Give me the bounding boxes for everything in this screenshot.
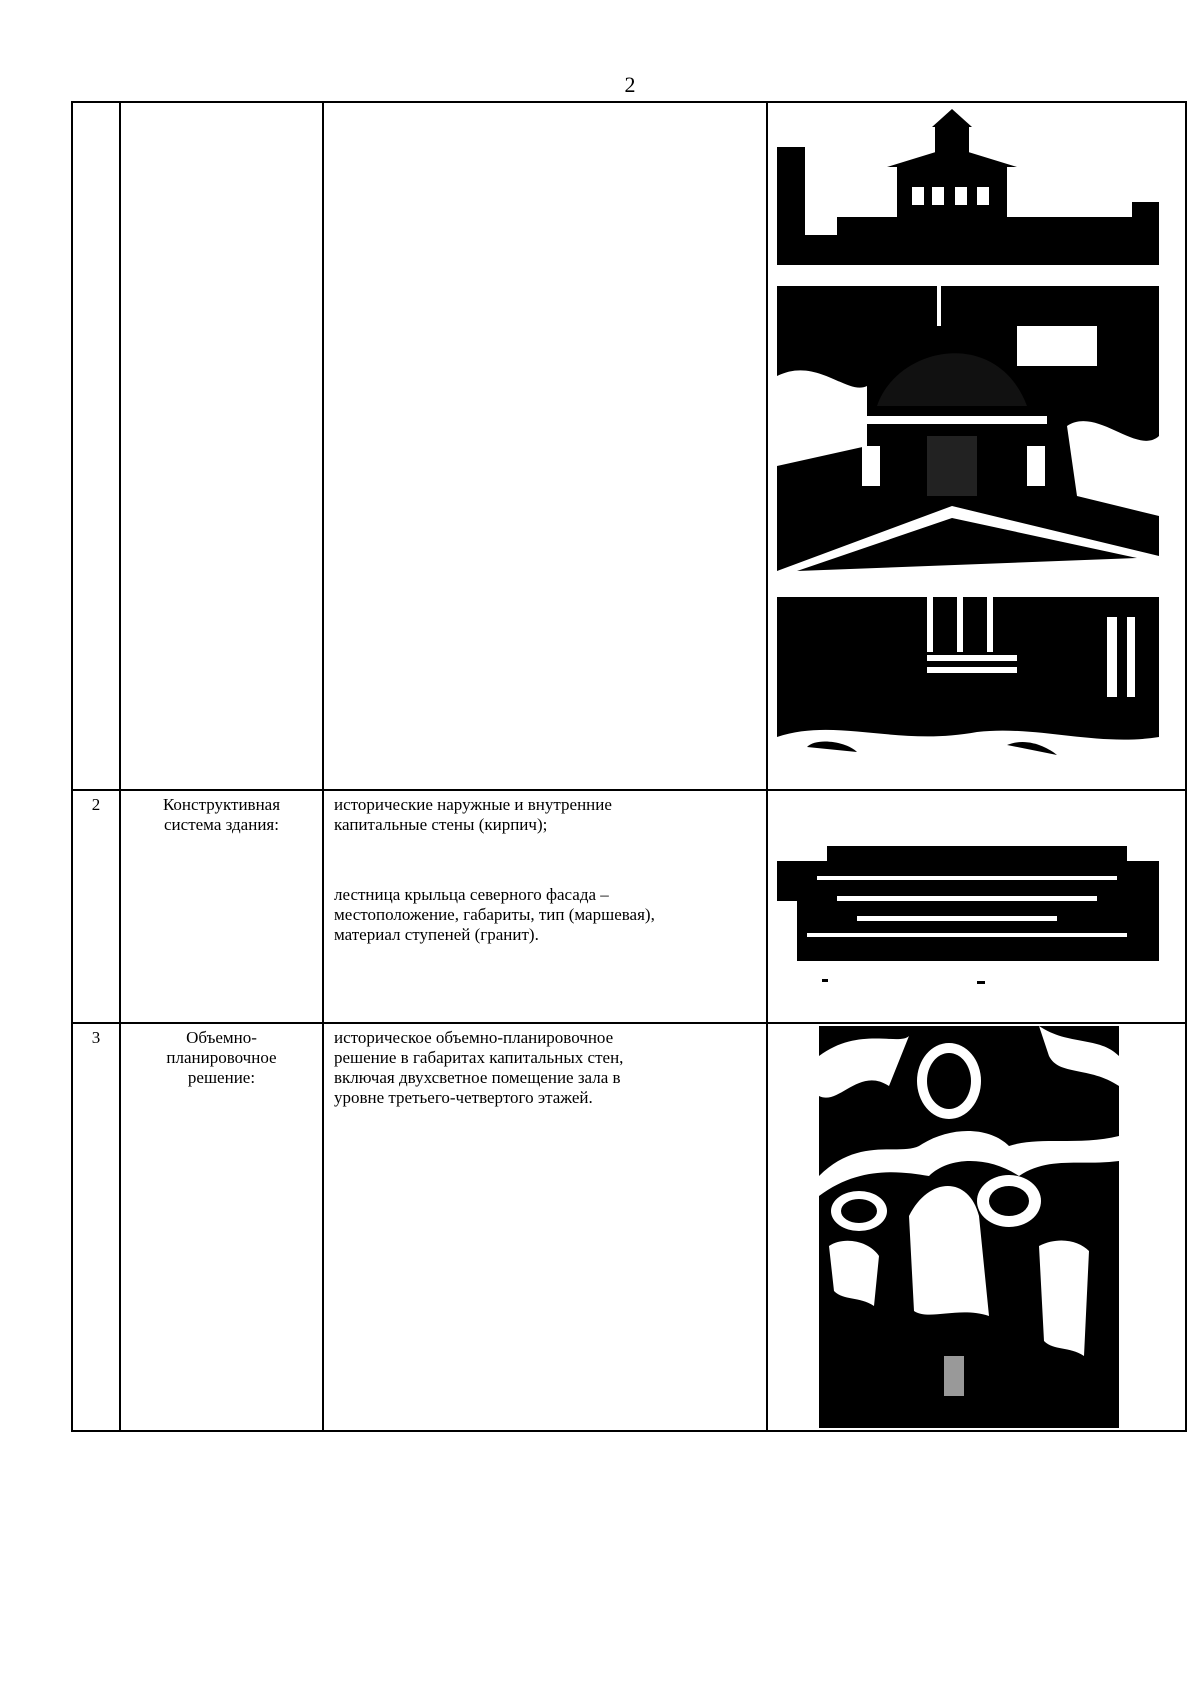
title-line: планировочное (166, 1048, 277, 1067)
row-title (120, 790, 323, 1023)
text-line: материал ступеней (гранит). (334, 925, 539, 944)
text-line: местоположение, габариты, тип (маршевая), (334, 905, 655, 924)
text-line: историческое объемно-планировочное (334, 1028, 614, 1047)
row-title (120, 102, 323, 790)
text-line: включая двухсветное помещение зала в (334, 1068, 621, 1087)
row-photos (767, 1023, 1186, 1431)
text-line: лестница крыльца северного фасада – (334, 885, 609, 904)
row-text (323, 790, 767, 1023)
table-row (72, 102, 1186, 790)
photo-granite-stairs (777, 841, 1159, 991)
row-photos (767, 102, 1186, 790)
title-line: Объемно- (186, 1028, 257, 1047)
title-line: Конструктивная (162, 795, 281, 814)
text-line: капитальные стены (кирпич); (334, 815, 548, 834)
photo-dome-closeup (777, 286, 1159, 576)
table-row (72, 790, 1186, 1023)
heritage-table (71, 101, 1187, 1432)
row-photos (767, 790, 1186, 1023)
text-line: уровне третьего-четвертого этажей. (334, 1088, 593, 1107)
title-line: решение: (187, 1068, 256, 1087)
row-number: 2 (72, 790, 120, 1023)
photo-hall-interior (819, 1026, 1119, 1428)
photo-building-tower (777, 107, 1159, 265)
table-row (72, 1023, 1186, 1431)
row-text (323, 1023, 767, 1431)
text-line: решение в габаритах капитальных стен, (334, 1048, 624, 1067)
row-number: 3 (72, 1023, 120, 1431)
row-title (120, 1023, 323, 1431)
row-number (72, 102, 120, 790)
text-line: исторические наружные и внутренние (334, 795, 612, 814)
photo-facade-steps (777, 597, 1159, 762)
row-text (323, 102, 767, 790)
title-line: система здания: (164, 815, 279, 834)
page-number: 2 (624, 72, 636, 97)
